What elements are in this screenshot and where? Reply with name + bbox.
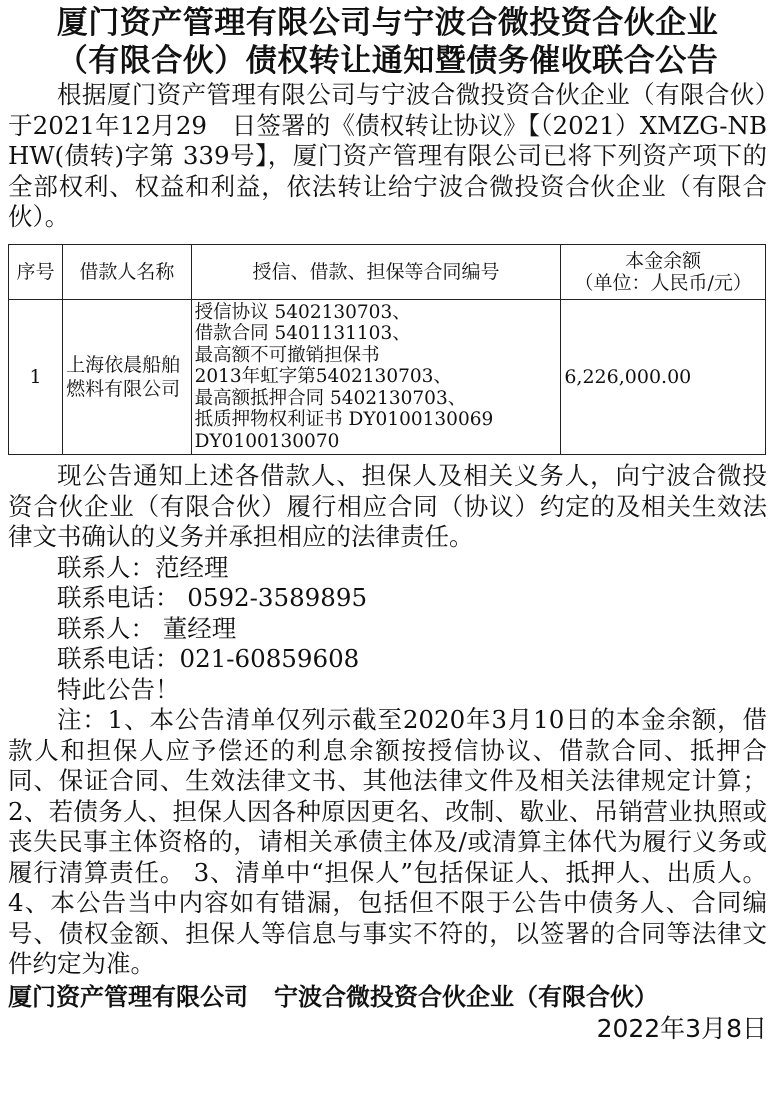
signature-parties [8,982,767,1013]
contact-person-2: 联系人： 董经理 [57,613,237,643]
signature-party-1: 厦门资产管理有限公司 [8,982,248,1011]
cell-contracts [191,299,561,455]
title-line-2: （有限合伙）债权转让通知暨债务催收联合公告 [56,43,719,79]
contract-line: DY0100130070 [194,430,340,452]
title-line-1: 厦门资产管理有限公司与宁波合微投资合伙企业 [56,5,719,41]
asset-table [8,244,766,456]
signature-date: 2022年3月8日 [596,1013,767,1043]
table-header-row [9,244,766,299]
header-no: 序号 [9,244,63,299]
cell-amount: 6,226,000.00 [561,299,766,455]
contract-line: 抵质押物权利证书 DY0100130069 [194,409,494,430]
closing-text: 特此公告！ [57,674,180,704]
contract-line: 最高额抵押合同 5402130703、 [194,387,467,409]
contract-line: 2013年虹字第5402130703、 [194,366,452,387]
table-row [9,299,766,455]
contract-line: 最高额不可撤销担保书 [194,344,380,366]
notice-paragraph: 现公告通知上述各借款人、担保人及相关义务人，向宁波合微投资合伙企业（有限合伙）履行相应合同（协议）约定的及相关生效法律文书确认的义务并承担相应的法律责任。 [8,461,767,551]
note-paragraph: 注：1、本公告清单仅列示截至2020年3月10日的本金余额，借款人和担保人应予偿还的利息余额按授信协议、借款合同、抵押合同、保证合同、生效法律文书、其他法律文件及相关法律规定计算；2、若债务人、担保人因各种原因更名、改制、歇业、吊销营业执照或丧失民事主体资格的，请相关承债主体及/或清算主体代为履行义务或履行清算责任。 3、清单中“担保人”包括保证人、抵押人、出质人。4、本公告当中内容如有错漏，包括但不限于公告中债务人、合同编号、债权金额、担保人等信息与事实不符的，以签署的合同等法律文件约定为准。 [8,705,767,978]
header-borrower: 借款人名称 [63,244,192,299]
header-amount-line-2: （单位：人民币/元） [574,271,752,294]
signature-party-2: 宁波合微投资合伙企业（有限合伙） [274,982,658,1011]
intro-paragraph: 根据厦门资产管理有限公司与宁波合微投资合伙企业（有限合伙）于2021年12月29 日签署的《债权转让协议》【（2021）XMZG-NBHW(债转)字第 339号】，厦门资产管理有限公司已将下列资产项下的全部权利、权益和利益，依法转让给宁波合微投资合伙企业（有限合伙）。 [8,80,767,231]
contact-phone-2: 联系电话：021-60859608 [57,644,360,673]
header-amount-line-1: 本金余额 [625,249,702,272]
cell-borrower: 上海依晨船舶燃料有限公司 [63,299,192,455]
contract-line: 借款合同 5401131103、 [194,323,411,344]
header-contracts: 授信、借款、担保等合同编号 [191,244,561,299]
announcement-title [8,4,767,80]
cell-no: 1 [9,299,63,455]
header-amount [561,244,766,299]
contact-list [8,553,767,675]
contract-line: 授信协议 5402130703、 [194,301,411,323]
contact-person-1: 联系人：范经理 [57,552,229,582]
contact-phone-1: 联系电话： 0592-3589895 [57,583,368,612]
